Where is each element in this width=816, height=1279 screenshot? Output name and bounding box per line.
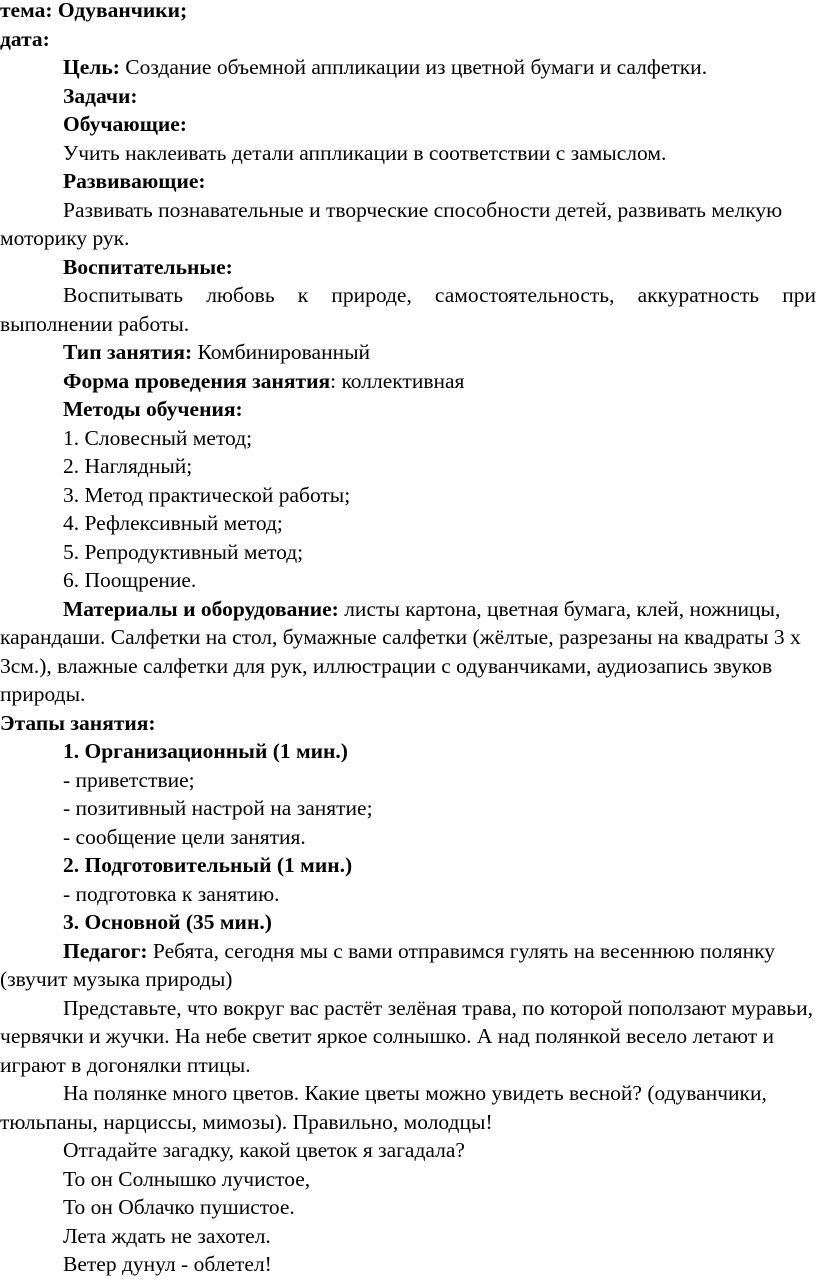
tasks-heading-text: Задачи:	[63, 83, 138, 108]
methods-item: 2. Наглядный;	[63, 454, 193, 478]
methods-item: 3. Метод практической работы;	[63, 482, 351, 507]
stage1-item: - сообщение цели занятия.	[63, 824, 306, 849]
lesson-type-label: Тип занятия:	[63, 340, 193, 364]
developing-heading	[0, 167, 816, 196]
riddle-line: То он Облачко пушистое.	[63, 1195, 295, 1219]
riddle-intro: Отгадайте загадку, какой цветок я загадала?	[63, 1138, 465, 1162]
methods-heading	[0, 395, 816, 424]
imagine-paragraph: Представьте, что вокруг вас растёт зелёная трава, по которой поползают муравьи, червячки и жучки. На небе светит яркое солнышко. А над полянкой весело летают и играют в догонялки птицы.	[0, 995, 814, 1077]
tasks-heading	[0, 82, 816, 111]
topic-line	[0, 0, 816, 25]
lesson-form-value: : коллективная	[330, 368, 465, 393]
educational-heading-text: Воспитательные:	[63, 254, 233, 279]
lesson-form-label: Форма проведения занятия	[63, 368, 331, 393]
date-label: дата:	[0, 26, 50, 51]
methods-item: 1. Словесный метод;	[63, 425, 253, 450]
stage1-item: - приветствие;	[63, 767, 195, 792]
stage1-item: - позитивный настрой на занятие;	[63, 796, 373, 820]
stage2-title	[0, 851, 816, 880]
stage3-title-text: 3. Основной (35 мин.)	[63, 910, 272, 934]
flowers-paragraph: На полянке много цветов. Какие цветы можно увидеть весной? (одуванчики, тюльпаны, нарциссы, мимозы). Правильно, молодцы!	[0, 1081, 767, 1134]
materials-text: листы картона, цветная бумага, клей, ножницы, карандаши. Салфетки на стол, бумажные салфетки (жёлтые, разрезаны на квадраты 3 х 3см.), влажные салфетки для рук, иллюстрации с одуванчиками, аудиозапись звуков природы.	[0, 596, 801, 706]
date-line	[0, 25, 816, 54]
stage2-title-text: 2. Подготовительный (1 мин.)	[63, 853, 353, 877]
developing-heading-text: Развивающие:	[63, 169, 206, 193]
topic-label: тема: Одуванчики;	[0, 0, 188, 22]
methods-item: 6. Поощрение.	[63, 568, 197, 592]
methods-item: 5. Репродуктивный метод;	[63, 539, 304, 564]
stage3-title	[0, 908, 816, 937]
methods-heading-text: Методы обучения:	[63, 397, 243, 421]
teacher-label: Педагог:	[63, 938, 148, 963]
goal-label: Цель:	[63, 55, 120, 79]
teacher-paragraph	[0, 937, 816, 994]
lesson-form-line	[0, 367, 816, 396]
stage2-item: - подготовка к занятию.	[63, 881, 280, 906]
goal-paragraph	[0, 53, 816, 82]
teacher-text: Ребята, сегодня мы с вами отправимся гулять на весеннюю полянку (звучит музыка природы)	[0, 938, 775, 991]
lesson-type-line	[0, 338, 816, 367]
lesson-type-value: Комбинированный	[192, 340, 371, 364]
educational-text: Воспитывать любовь к природе, самостоятельность, аккуратность при выполнении работы.	[0, 283, 816, 336]
stage1-title	[0, 737, 816, 766]
developing-text: Развивать познавательные и творческие способности детей, развивать мелкую моторику рук.	[0, 197, 783, 250]
methods-item: 4. Рефлексивный метод;	[63, 511, 283, 535]
materials-label: Материалы и оборудование:	[63, 596, 339, 621]
riddle-line: То он Солнышко лучистое,	[63, 1166, 311, 1191]
goal-text: Создание объемной аппликации из цветной бумаги и салфетки.	[119, 55, 708, 79]
stages-heading-text: Этапы занятия:	[0, 710, 156, 735]
stages-heading	[0, 709, 816, 738]
educational-heading	[0, 253, 816, 282]
teaching-heading	[0, 110, 816, 139]
riddle-line: Лета ждать не захотел.	[63, 1223, 271, 1248]
riddle-line: Ветер дунул - облетел!	[63, 1252, 272, 1276]
materials-paragraph	[0, 595, 816, 709]
teaching-heading-text: Обучающие:	[63, 112, 187, 136]
teaching-text: Учить наклеивать детали аппликации в соответствии с замыслом.	[63, 140, 667, 165]
stage1-title-text: 1. Организационный (1 мин.)	[63, 739, 348, 763]
